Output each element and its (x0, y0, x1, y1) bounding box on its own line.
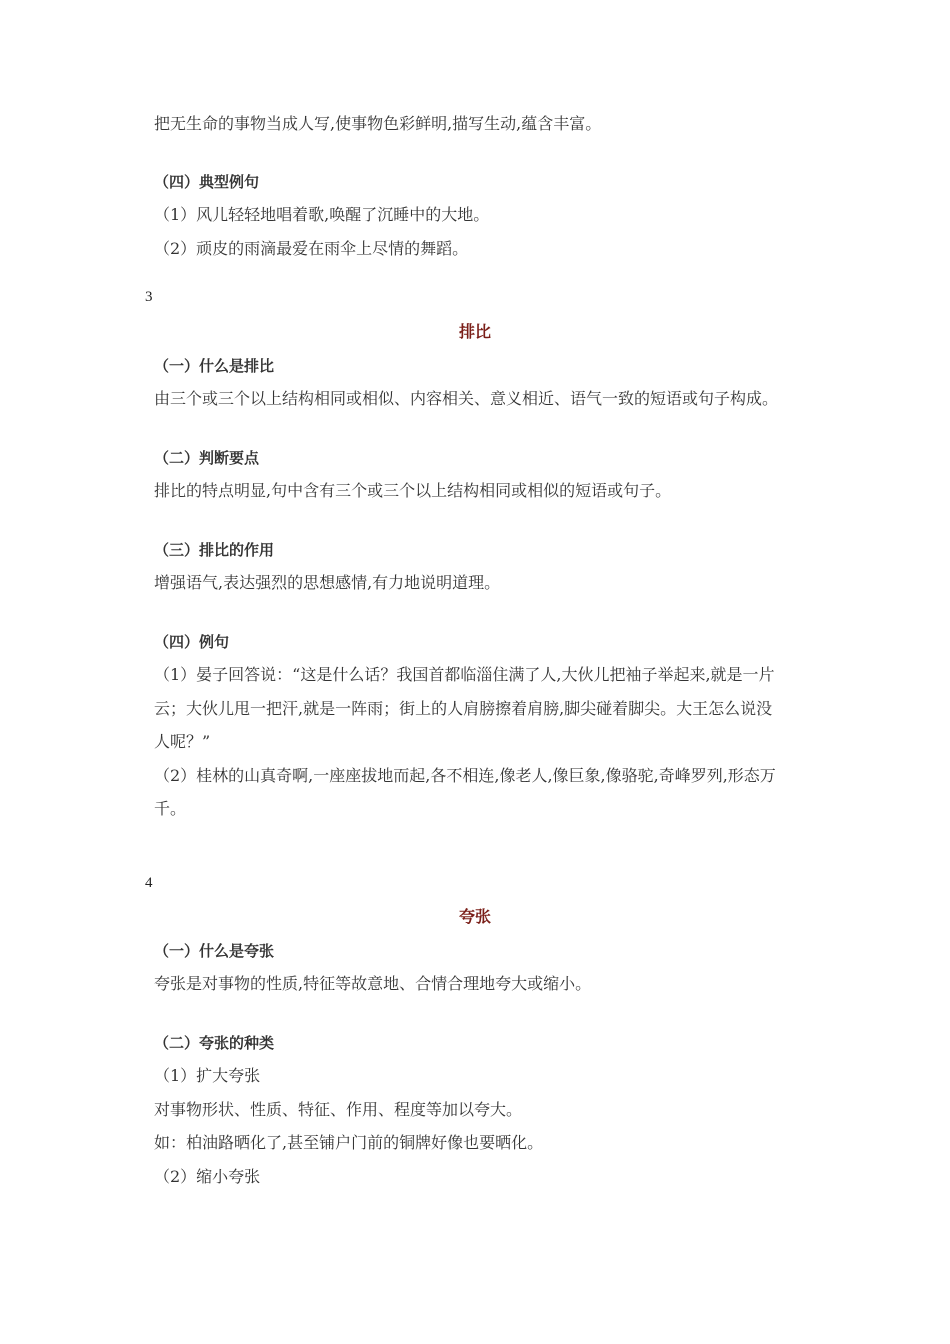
parallelism-judge: 排比的特点明显,句中含有三个或三个以上结构相同或相似的短语或句子。 (154, 481, 672, 500)
hyperbole-definition: 夸张是对事物的性质,特征等故意地、合情合理地夸大或缩小。 (154, 974, 592, 993)
section-title-parallelism: 排比 (458, 322, 491, 341)
parallelism-effect-heading: （三）排比的作用 (154, 541, 275, 559)
section-title-hyperbole: 夸张 (458, 907, 491, 926)
parallelism-definition: 由三个或三个以上结构相同或相似、内容相关、意义相近、语气一致的短语或句子构成。 (154, 389, 779, 408)
parallelism-definition-heading: （一）什么是排比 (154, 357, 275, 375)
personification-example-2: （2）顽皮的雨滴最爱在雨伞上尽情的舞蹈。 (154, 239, 469, 258)
parallelism-example-1-line-3: 人呢？” (154, 732, 211, 751)
parallelism-example-1-line-1: （1）晏子回答说：“这是什么话？我国首都临淄住满了人,大伙儿把袖子举起来,就是一片 (154, 665, 775, 684)
parallelism-examples-heading: （四）例句 (154, 633, 230, 651)
parallelism-judge-heading: （二）判断要点 (154, 449, 260, 467)
section-number-4: 4 (145, 875, 153, 891)
parallelism-effect: 增强语气,表达强烈的思想感情,有力地说明道理。 (154, 573, 501, 592)
hyperbole-types-heading: （二）夸张的种类 (154, 1034, 275, 1052)
personification-examples-heading: （四）典型例句 (154, 173, 260, 191)
section-number-3: 3 (145, 289, 153, 305)
parallelism-example-2-line-1: （2）桂林的山真奇啊,一座座拔地而起,各不相连,像老人,像巨象,像骆驼,奇峰罗列,形态万 (154, 766, 776, 785)
hyperbole-type-1: （1）扩大夸张 (154, 1066, 261, 1085)
hyperbole-definition-heading: （一）什么是夸张 (154, 942, 275, 960)
parallelism-example-2-line-2: 千。 (154, 799, 187, 818)
personification-description: 把无生命的事物当成人写,使事物色彩鲜明,描写生动,蕴含丰富。 (154, 114, 602, 133)
personification-example-1: （1）风儿轻轻地唱着歌,唤醒了沉睡中的大地。 (154, 205, 490, 224)
hyperbole-type-2: （2）缩小夸张 (154, 1167, 261, 1186)
hyperbole-type-1-description: 对事物形状、性质、特征、作用、程度等加以夸大。 (154, 1100, 523, 1119)
hyperbole-type-1-example: 如：柏油路晒化了,甚至铺户门前的铜牌好像也要晒化。 (154, 1133, 544, 1152)
parallelism-example-1-line-2: 云；大伙儿甩一把汗,就是一阵雨；街上的人肩膀擦着肩膀,脚尖碰着脚尖。大王怎么说没 (154, 699, 773, 718)
